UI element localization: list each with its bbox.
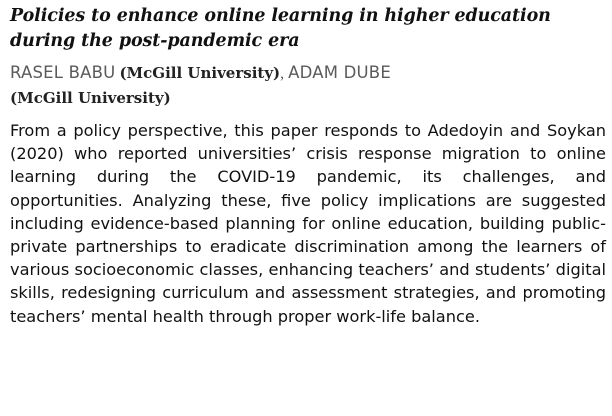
- author-name: RASEL BABU: [10, 63, 116, 82]
- article-page: [10, 4, 606, 344]
- author-affiliation: (McGill University): [119, 64, 281, 82]
- author-affiliation: (McGill University): [10, 89, 171, 107]
- author-name: ADAM DUBE: [288, 63, 391, 82]
- author-list: [10, 61, 606, 111]
- article-title: Policies to enhance online learning in higher education during the post-pandemic era: [10, 6, 551, 51]
- abstract-paragraph: From a policy perspective, this paper responds to Adedoyin and Soykan (2020) who reported universities’ crisis response migration to online learning during the COVID-19 pandemic, its challenges, and opportunities. Analyzing these, five policy implications are suggested including evidence-based planning for online education, building public-private partnerships to eradicate discrimination among the learners of various socioeconomic classes, enhancing teachers’ and students’ digital skills, redesigning curriculum and assessment strategies, and promoting teachers’ mental health through proper work-life balance.: [10, 121, 606, 326]
- author-separator: ,: [280, 65, 289, 82]
